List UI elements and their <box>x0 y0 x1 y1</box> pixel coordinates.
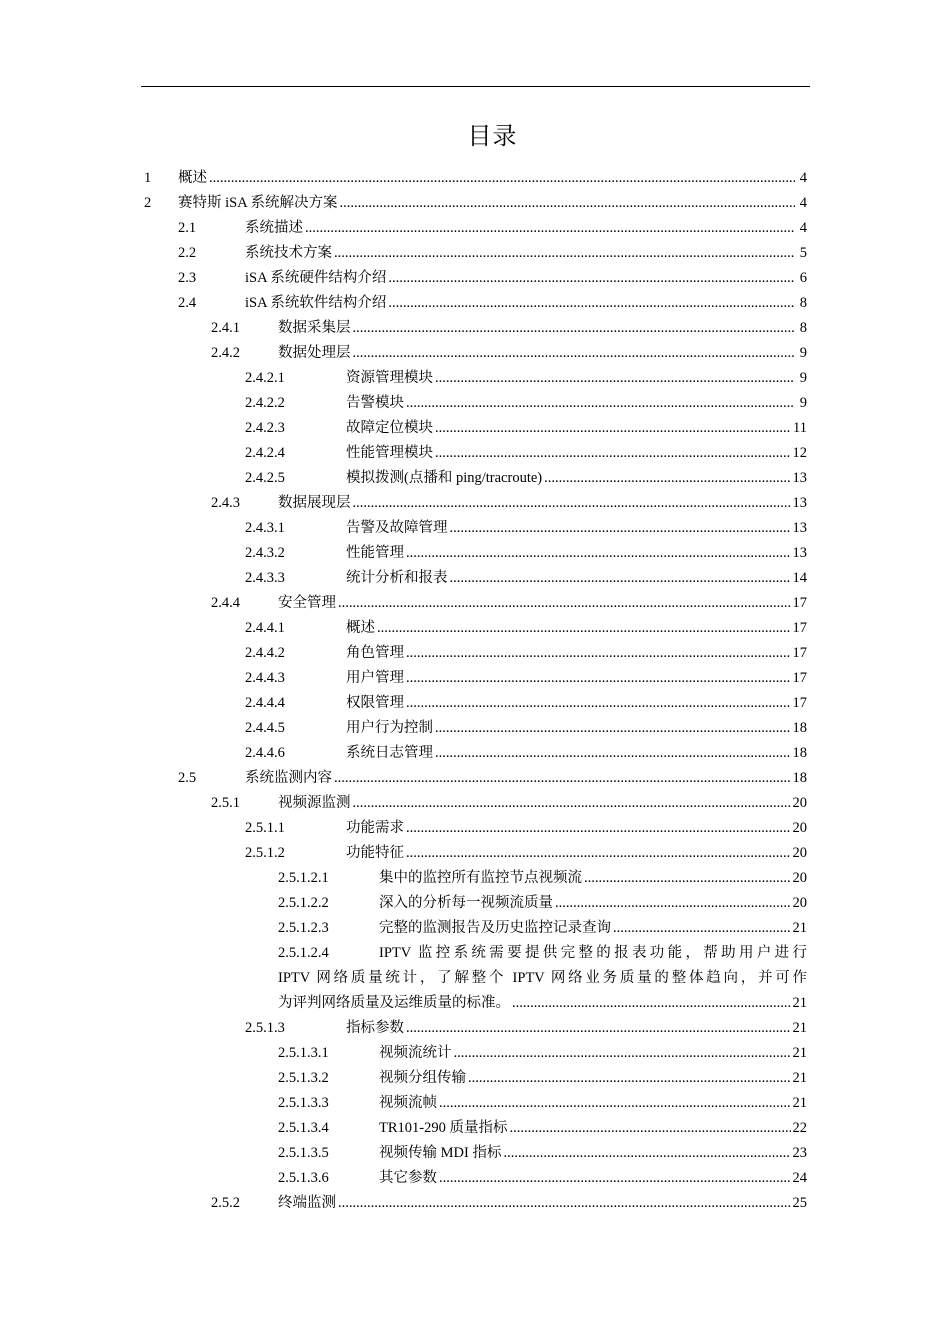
toc-entry-page: 18 <box>792 770 807 786</box>
toc-entry-number: 2.4.2.4 <box>245 445 285 461</box>
toc-leader-dots <box>544 466 790 491</box>
toc-entry[interactable] <box>0 641 950 666</box>
toc-leader-dots <box>468 1066 791 1091</box>
toc-entry[interactable] <box>0 666 950 691</box>
toc-entry-number: 2.4.2.3 <box>245 420 285 436</box>
toc-entry-page: 24 <box>792 1170 807 1186</box>
toc-entry-number: 2.4.4.4 <box>245 695 285 711</box>
toc-entry-number: 2.3 <box>178 270 197 286</box>
toc-entry[interactable] <box>0 416 950 441</box>
toc-entry-page: 23 <box>792 1145 807 1161</box>
toc-entry-page: 21 <box>792 1020 807 1036</box>
toc-entry-page: 18 <box>792 745 807 761</box>
toc-entry-page: 25 <box>792 1195 807 1211</box>
toc-entry[interactable] <box>0 316 950 341</box>
toc-leader-dots <box>406 816 791 841</box>
toc-entry-label: 集中的监控所有监控节点视频流 <box>379 870 582 886</box>
toc-entry-number: 2.4.2.5 <box>245 470 285 486</box>
toc-entry-number: 2.4.4.6 <box>245 745 285 761</box>
toc-entry-label: 统计分析和报表 <box>346 570 448 586</box>
toc-leader-dots <box>353 341 796 366</box>
toc-entry-label: 系统描述 <box>245 220 303 236</box>
toc-entry[interactable] <box>0 491 950 516</box>
toc-leader-dots <box>388 291 795 316</box>
toc-entry[interactable] <box>0 566 950 591</box>
toc-entry-label: 模拟拨测(点播和 ping/tracroute) <box>346 470 543 486</box>
toc-leader-dots <box>353 491 791 516</box>
toc-entry-label: 告警及故障管理 <box>346 520 448 536</box>
toc-entry-label: 其它参数 <box>379 1170 437 1186</box>
toc-entry-label: 视频源监测 <box>278 795 351 811</box>
toc-entry-number: 2.4.2.1 <box>245 370 285 386</box>
toc-entry[interactable] <box>0 1016 950 1041</box>
toc-entry-number: 2.5.1.3.5 <box>278 1145 329 1161</box>
toc-entry-label: 性能管理 <box>346 545 404 561</box>
toc-entry[interactable] <box>0 841 950 866</box>
toc-entry-label: 资源管理模块 <box>346 370 433 386</box>
toc-entry-label: 概述 <box>178 170 207 186</box>
toc-entry-label: 系统技术方案 <box>245 245 332 261</box>
toc-leader-dots <box>435 416 791 441</box>
toc-entry-page: 13 <box>792 545 807 561</box>
toc-entry-number: 2.4.3.2 <box>245 545 285 561</box>
toc-entry-number: 2 <box>144 195 152 211</box>
toc-leader-dots <box>406 691 791 716</box>
toc-entry-label: 用户行为控制 <box>346 720 433 736</box>
toc-entry-number: 2.5.1.3.1 <box>278 1045 329 1061</box>
toc-entry-page: 21 <box>792 1045 807 1061</box>
toc-entry-number: 2.5.1.1 <box>245 820 285 836</box>
toc-entry-page: 11 <box>793 420 807 436</box>
toc-entry-number: 2.5.1.2.4 <box>278 945 329 961</box>
toc-entry-page: 12 <box>792 445 807 461</box>
toc-entry-number: 2.5.1 <box>211 795 240 811</box>
toc-entry[interactable] <box>0 616 950 641</box>
toc-entry-number: 2.5.1.2 <box>245 845 285 861</box>
toc-leader-dots <box>509 1116 790 1141</box>
toc-entry-label: 功能特征 <box>346 845 404 861</box>
toc-entry[interactable] <box>0 691 950 716</box>
toc-entry-number: 2.4.1 <box>211 320 240 336</box>
toc-entry-number: 2.4.4 <box>211 595 240 611</box>
toc-leader-dots <box>406 841 791 866</box>
toc-entry-label: 性能管理模块 <box>346 445 433 461</box>
toc-entry-number: 2.4.4.5 <box>245 720 285 736</box>
toc-entry-page: 21 <box>792 995 807 1011</box>
toc-entry[interactable] <box>0 1091 950 1116</box>
toc-entry-page: 21 <box>792 1095 807 1111</box>
toc-entry-label-line-2: IPTV 网络质量统计，了解整个 IPTV 网络业务质量的整体趋向，并可作 <box>278 970 807 986</box>
toc-entry[interactable] <box>0 591 950 616</box>
toc-entry[interactable] <box>0 866 950 891</box>
toc-entry[interactable] <box>0 891 950 916</box>
toc-entry-label: 用户管理 <box>346 670 404 686</box>
toc-leader-dots <box>406 391 795 416</box>
toc-entry-label: 权限管理 <box>346 695 404 711</box>
toc-leader-dots <box>406 666 791 691</box>
toc-leader-dots <box>439 1166 791 1191</box>
toc-entry-label: 深入的分析每一视频流质量 <box>379 895 553 911</box>
toc-entry-label: 角色管理 <box>346 645 404 661</box>
toc-entry-page: 20 <box>792 895 807 911</box>
toc-entry-page: 17 <box>792 595 807 611</box>
toc-entry-page: 8 <box>799 320 807 336</box>
toc-entry-label: 视频传输 MDI 指标 <box>379 1145 502 1161</box>
toc-entry-page: 4 <box>799 195 807 211</box>
toc-entry-page: 20 <box>792 870 807 886</box>
toc-entry-number: 2.5 <box>178 770 197 786</box>
toc-leader-dots <box>584 866 791 891</box>
toc-entry-page: 17 <box>792 620 807 636</box>
toc-entry-label-line-1: IPTV 监控系统需要提供完整的报表功能，帮助用户进行 <box>379 945 807 961</box>
toc-leader-dots <box>353 316 796 341</box>
toc-leader-dots <box>555 891 791 916</box>
toc-leader-dots <box>435 441 791 466</box>
toc-entry-number: 2.2 <box>178 245 197 261</box>
toc-entry-page: 9 <box>799 370 807 386</box>
toc-entry[interactable] <box>0 291 950 316</box>
toc-entry-page: 17 <box>792 670 807 686</box>
header-rule <box>141 86 810 87</box>
toc-entry-page: 13 <box>792 495 807 511</box>
toc-entry[interactable] <box>0 541 950 566</box>
toc-entry-number: 2.5.1.3.6 <box>278 1170 329 1186</box>
toc-entry-label: 指标参数 <box>346 1020 404 1036</box>
table-of-contents <box>0 166 950 1216</box>
toc-entry[interactable] <box>0 166 950 191</box>
toc-leader-dots <box>435 366 795 391</box>
toc-leader-dots <box>439 1091 791 1116</box>
toc-entry-label: 完整的监测报告及历史监控记录查询 <box>379 920 611 936</box>
toc-entry[interactable] <box>0 741 950 766</box>
toc-entry-number: 2.5.1.3.3 <box>278 1095 329 1111</box>
toc-entry[interactable] <box>0 1191 950 1216</box>
toc-entry[interactable] <box>0 716 950 741</box>
toc-entry[interactable] <box>0 916 950 941</box>
toc-leader-dots <box>305 216 795 241</box>
toc-entry-label: 数据处理层 <box>278 345 351 361</box>
page-title: 目录 <box>467 124 518 150</box>
toc-entry-label: 赛特斯 iSA 系统解决方案 <box>178 195 338 211</box>
toc-entry[interactable] <box>0 441 950 466</box>
toc-entry[interactable] <box>0 241 950 266</box>
toc-entry[interactable] <box>0 216 950 241</box>
toc-entry-label: 故障定位模块 <box>346 420 433 436</box>
toc-entry-number: 2.5.1.3.2 <box>278 1070 329 1086</box>
toc-entry-number: 2.4 <box>178 295 197 311</box>
toc-leader-dots <box>512 991 791 1016</box>
toc-leader-dots <box>388 266 795 291</box>
toc-entry[interactable] <box>0 466 950 491</box>
toc-entry-page: 4 <box>799 170 807 186</box>
toc-leader-dots <box>377 616 791 641</box>
toc-entry-number: 2.4.2.2 <box>245 395 285 411</box>
toc-entry-page: 5 <box>799 245 807 261</box>
toc-entry[interactable] <box>0 766 950 791</box>
toc-leader-dots <box>450 516 791 541</box>
toc-entry[interactable] <box>0 941 950 1016</box>
toc-entry-number: 2.5.1.2.3 <box>278 920 329 936</box>
toc-leader-dots <box>435 716 791 741</box>
toc-leader-dots <box>613 916 791 941</box>
toc-leader-dots <box>503 1141 790 1166</box>
toc-entry[interactable] <box>0 391 950 416</box>
toc-entry-label: 视频分组传输 <box>379 1070 466 1086</box>
toc-leader-dots <box>334 241 795 266</box>
toc-entry[interactable] <box>0 1166 950 1191</box>
toc-entry-label: 概述 <box>346 620 375 636</box>
toc-entry[interactable] <box>0 341 950 366</box>
toc-entry-label: 安全管理 <box>278 595 336 611</box>
toc-leader-dots <box>338 591 791 616</box>
toc-entry-label: 数据采集层 <box>278 320 351 336</box>
toc-leader-dots <box>353 791 791 816</box>
toc-entry-number: 2.4.4.1 <box>245 620 285 636</box>
toc-entry-number: 2.5.1.2.2 <box>278 895 329 911</box>
toc-entry-label: 数据展现层 <box>278 495 351 511</box>
toc-leader-dots <box>454 1041 791 1066</box>
toc-leader-dots <box>338 1191 791 1216</box>
toc-entry-page: 13 <box>792 470 807 486</box>
toc-entry-number: 2.4.4.3 <box>245 670 285 686</box>
toc-entry-label: 视频流帧 <box>379 1095 437 1111</box>
toc-entry-label: 视频流统计 <box>379 1045 452 1061</box>
toc-entry-number: 2.4.3.3 <box>245 570 285 586</box>
toc-entry[interactable] <box>0 1141 950 1166</box>
toc-entry[interactable] <box>0 516 950 541</box>
toc-entry-label: iSA 系统软件结构介绍 <box>245 295 387 311</box>
toc-entry-label: 告警模块 <box>346 395 404 411</box>
toc-entry-page: 9 <box>799 395 807 411</box>
toc-entry-page: 4 <box>799 220 807 236</box>
toc-leader-dots <box>209 166 795 191</box>
toc-entry-label: TR101-290 质量指标 <box>379 1120 508 1136</box>
toc-entry-label-line-3: 为评判网络质量及运维质量的标准。 <box>278 995 510 1011</box>
toc-entry-label: iSA 系统硬件结构介绍 <box>245 270 387 286</box>
toc-entry-number: 1 <box>144 170 152 186</box>
toc-entry-label: 终端监测 <box>278 1195 336 1211</box>
toc-entry-number: 2.4.3.1 <box>245 520 285 536</box>
toc-entry-page: 6 <box>799 270 807 286</box>
toc-entry[interactable] <box>0 191 950 216</box>
toc-entry[interactable] <box>0 1066 950 1091</box>
toc-entry-page: 20 <box>792 795 807 811</box>
toc-entry-page: 20 <box>792 845 807 861</box>
toc-leader-dots <box>406 1016 791 1041</box>
toc-entry-number: 2.5.1.2.1 <box>278 870 329 886</box>
toc-entry-label: 功能需求 <box>346 820 404 836</box>
toc-entry-label: 系统日志管理 <box>346 745 433 761</box>
toc-leader-dots <box>406 641 791 666</box>
toc-entry[interactable] <box>0 816 950 841</box>
toc-entry[interactable] <box>0 266 950 291</box>
toc-entry-page: 21 <box>792 1070 807 1086</box>
toc-entry-page: 9 <box>799 345 807 361</box>
toc-entry-page: 22 <box>792 1120 807 1136</box>
toc-entry-page: 18 <box>792 720 807 736</box>
toc-entry-number: 2.5.1.3 <box>245 1020 285 1036</box>
toc-entry[interactable] <box>0 366 950 391</box>
toc-leader-dots <box>450 566 791 591</box>
toc-entry[interactable] <box>0 1041 950 1066</box>
toc-entry-page: 17 <box>792 695 807 711</box>
toc-entry-number: 2.4.2 <box>211 345 240 361</box>
toc-entry-number: 2.1 <box>178 220 197 236</box>
toc-entry-number: 2.5.1.3.4 <box>278 1120 329 1136</box>
toc-leader-dots <box>334 766 791 791</box>
toc-leader-dots <box>435 741 791 766</box>
toc-entry-page: 21 <box>792 920 807 936</box>
toc-entry-number: 2.4.4.2 <box>245 645 285 661</box>
toc-entry-page: 17 <box>792 645 807 661</box>
toc-entry-page: 13 <box>792 520 807 536</box>
toc-entry-number: 2.5.2 <box>211 1195 240 1211</box>
toc-entry-number: 2.4.3 <box>211 495 240 511</box>
toc-entry-label: 系统监测内容 <box>245 770 332 786</box>
toc-leader-dots <box>406 541 791 566</box>
toc-entry[interactable] <box>0 791 950 816</box>
toc-entry-page: 14 <box>792 570 807 586</box>
toc-entry-page: 20 <box>792 820 807 836</box>
toc-entry[interactable] <box>0 1116 950 1141</box>
toc-leader-dots <box>340 191 795 216</box>
toc-entry-page: 8 <box>799 295 807 311</box>
